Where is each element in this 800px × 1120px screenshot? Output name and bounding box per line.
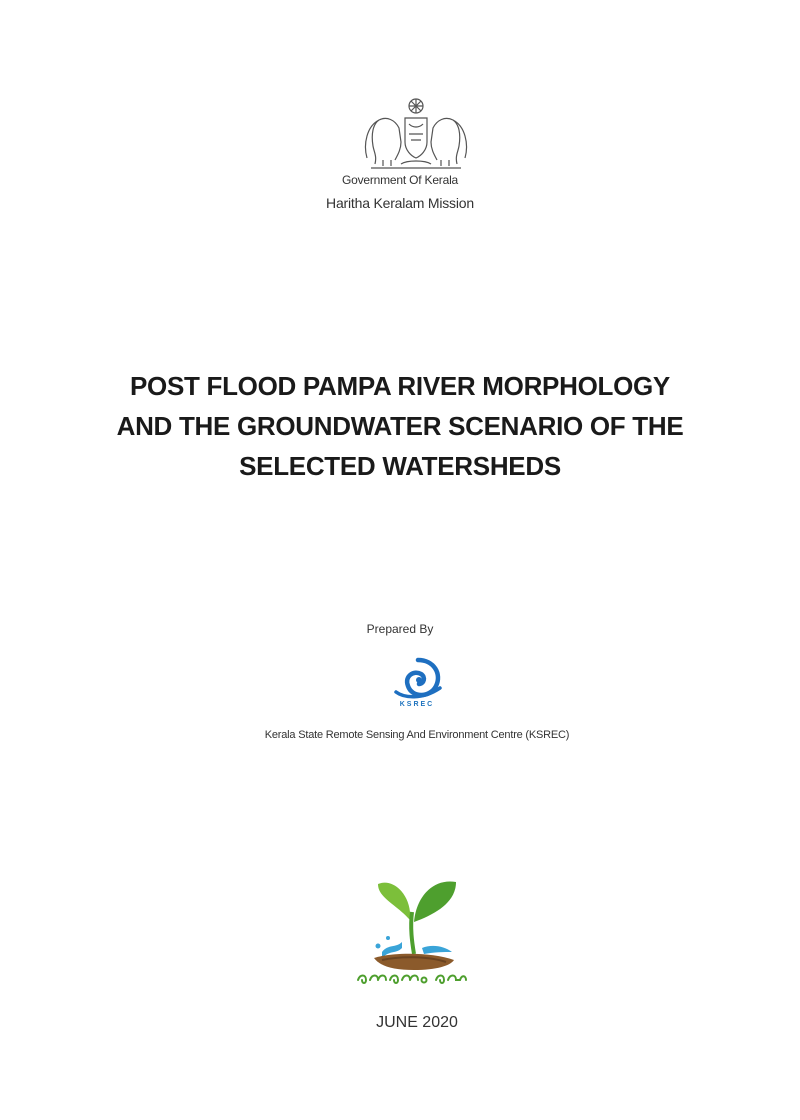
- haritha-keralam-logo-icon: [352, 868, 472, 990]
- government-name: Government Of Kerala: [341, 173, 459, 187]
- preparing-organization: Kerala State Remote Sensing And Environment Centre (KSREC): [264, 729, 570, 741]
- title-line-3: SELECTED WATERSHEDS: [239, 451, 561, 481]
- ksrec-logo-text: KSREC: [399, 701, 435, 708]
- mission-name: Haritha Keralam Mission: [326, 195, 474, 211]
- report-title: [90, 366, 710, 486]
- kerala-state-emblem-icon: [361, 94, 471, 172]
- title-line-2: AND THE GROUNDWATER SCENARIO OF THE: [116, 411, 684, 441]
- title-line-1: POST FLOOD PAMPA RIVER MORPHOLOGY: [130, 371, 670, 401]
- prepared-by-label: Prepared By: [366, 622, 434, 636]
- publication-date: JUNE 2020: [376, 1014, 458, 1031]
